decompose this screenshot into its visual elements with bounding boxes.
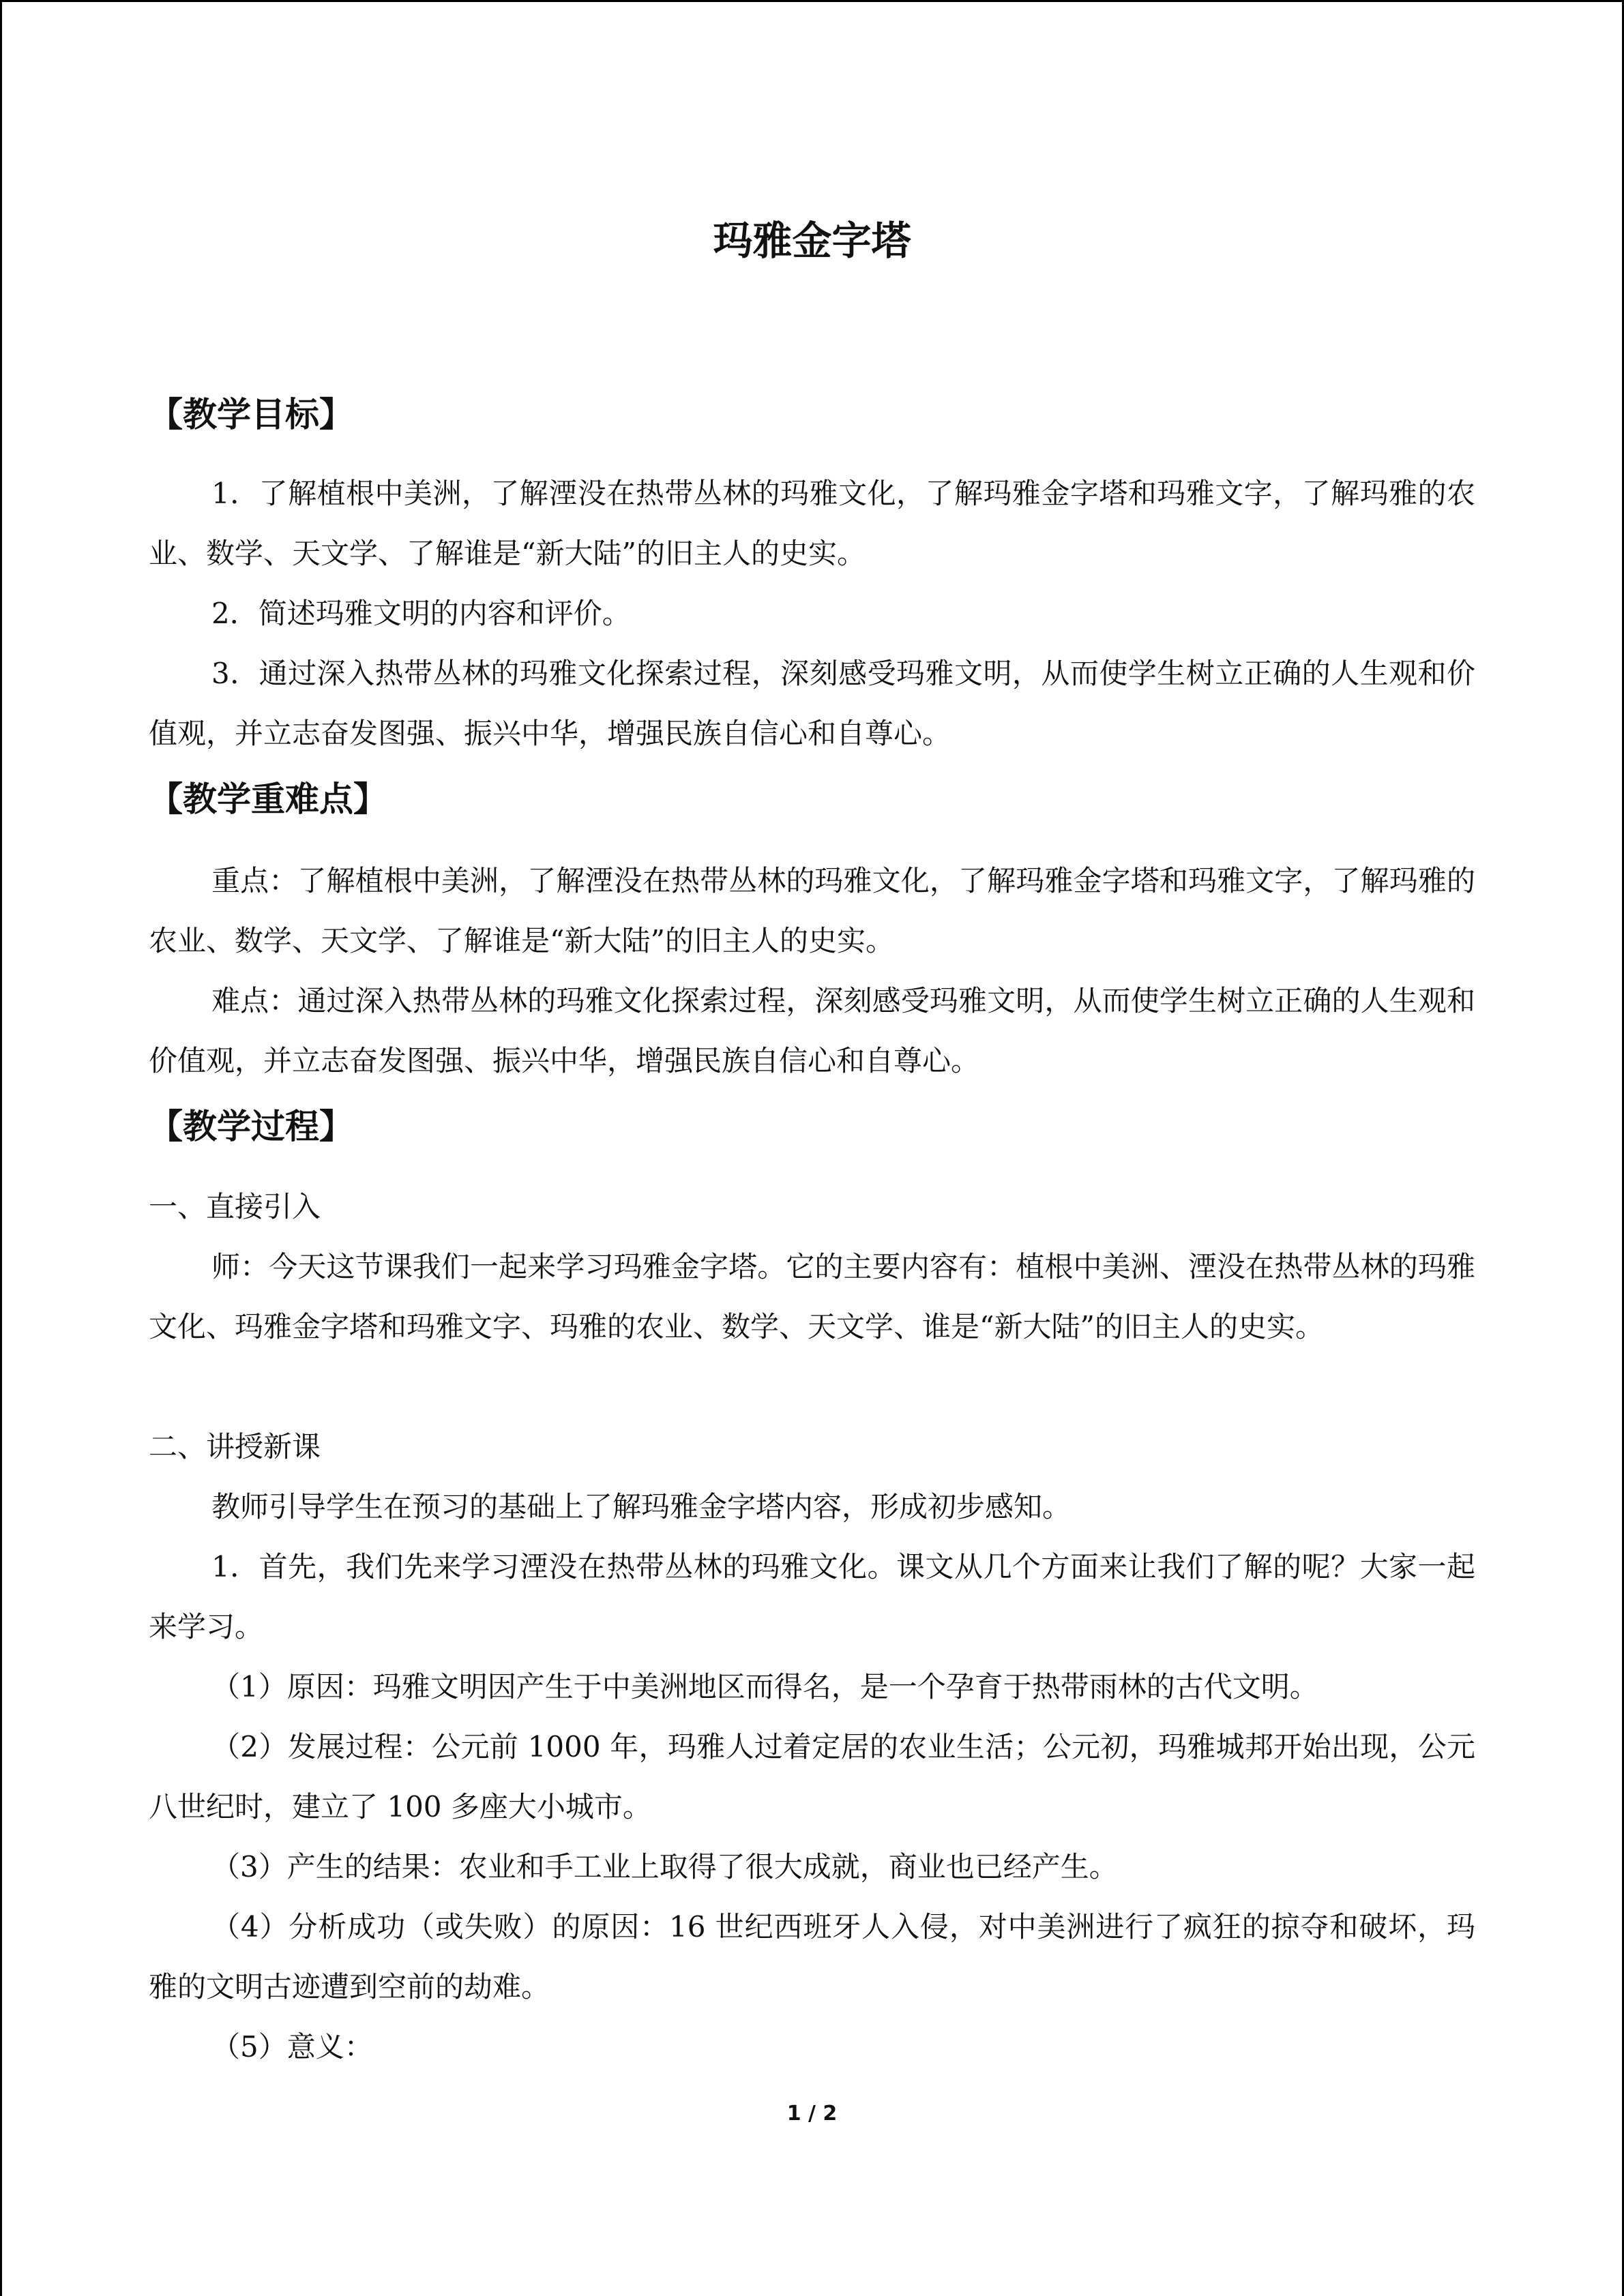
document-title: 玛雅金字塔 [713, 218, 911, 264]
step1-text: 师：今天这节课我们一起来学习玛雅金字塔。它的主要内容有：植根中美洲、湮没在热带丛林的玛雅文化、玛雅金字塔和玛雅文字、玛雅的农业、数学、天文学、谁是“新大陆”的旧主人的史实。 [149, 1250, 1475, 1343]
objective-item-3: 3．通过深入热带丛林的玛雅文化探索过程，深刻感受玛雅文明，从而使学生树立正确的人生观和价值观，并立志奋发图强、振兴中华，增强民族自信心和自尊心。 [149, 657, 1475, 750]
objective-item-2: 2．简述玛雅文明的内容和评价。 [211, 597, 631, 630]
sub-item-5: （5）意义： [211, 2030, 373, 2063]
page-border-left [0, 0, 2, 2296]
step2-intro: 教师引导学生在预习的基础上了解玛雅金字塔内容，形成初步感知。 [211, 1490, 1072, 1523]
page-number: 1 / 2 [786, 2102, 838, 2126]
key-points-heading: 【教学重难点】 [149, 779, 387, 819]
step2-point1: 1．首先，我们先来学习湮没在热带丛林的玛雅文化。课文从几个方面来让我们了解的呢？大家一起来学习。 [149, 1550, 1475, 1643]
page-border-top [0, 0, 1624, 2]
step1-heading: 一、直接引入 [149, 1190, 321, 1223]
step2-heading: 二、讲授新课 [149, 1430, 321, 1463]
process-heading: 【教学过程】 [149, 1107, 353, 1146]
key-point-important: 重点：了解植根中美洲，了解湮没在热带丛林的玛雅文化，了解玛雅金字塔和玛雅文字，了解玛雅的农业、数学、天文学、了解谁是“新大陆”的旧主人的史实。 [149, 864, 1475, 957]
key-point-difficult: 难点：通过深入热带丛林的玛雅文化探索过程，深刻感受玛雅文明，从而使学生树立正确的人生观和价值观，并立志奋发图强、振兴中华，增强民族自信心和自尊心。 [149, 984, 1475, 1077]
sub-item-1: （1）原因：玛雅文明因产生于中美洲地区而得名，是一个孕育于热带雨林的古代文明。 [211, 1670, 1318, 1703]
objective-item-1: 1．了解植根中美洲，了解湮没在热带丛林的玛雅文化，了解玛雅金字塔和玛雅文字，了解玛雅的农业、数学、天文学、了解谁是“新大陆”的旧主人的史实。 [149, 477, 1475, 570]
sub-item-3: （3）产生的结果：农业和手工业上取得了很大成就，商业也已经产生。 [211, 1850, 1118, 1883]
sub-item-2: （2）发展过程：公元前 1000 年，玛雅人过着定居的农业生活；公元初，玛雅城邦开始出现，公元八世纪时，建立了 100 多座大小城市。 [149, 1730, 1475, 1823]
objectives-heading: 【教学目标】 [149, 395, 353, 434]
sub-item-4: （4）分析成功（或失败）的原因：16 世纪西班牙人入侵，对中美洲进行了疯狂的掠夺和破坏，玛雅的文明古迹遭到空前的劫难。 [149, 1910, 1475, 2003]
